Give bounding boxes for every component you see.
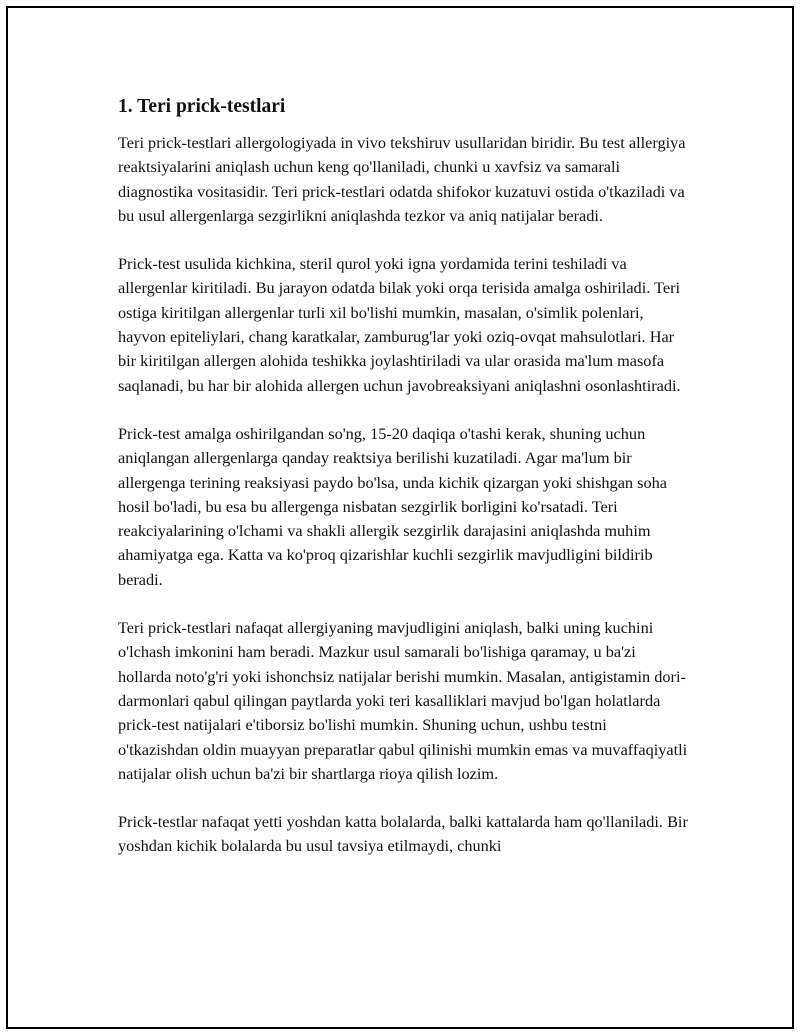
section-heading: 1. Teri prick-testlari	[118, 96, 286, 117]
paragraph-2: Prick-test usulida kichkina, steril qurol yoki igna yordamida terini teshiladi va allergenlar kiritiladi. Bu jarayon odatda bilak yoki orqa terisida amalga oshiriladi. Teri ostiga kiritilgan allergenlar turli xil bo'lishi mumkin, masalan, o'simlik polenlari, hayvon epiteliylari, chang karatkalar, zamburug'lar yoki oziq-ovqat mahsulotlari. Har bir kiritilgan allergen alohida teshikka joylashtiriladi va ular orasida ma'lum masofa saqlanadi, bu har bir alohida allergen uchun javobreaksiyani aniqlashni osonlashtiradi.	[118, 254, 681, 395]
paragraph-4: Teri prick-testlari nafaqat allergiyaning mavjudligini aniqlash, balki uning kuchini o'lchash imkonini ham beradi. Mazkur usul samarali bo'lishiga qaramay, u ba'zi hollarda noto'g'ri yoki ishonchsiz natijalar berishi mumkin. Masalan, antigistamin dori-darmonlari qabul qilingan paytlarda yoki teri kasalliklari mavjud bo'lgan holatlarda prick-test natijalari e'tiborsiz bo'lishi mumkin. Shuning uchun, ushbu testni o'tkazishdan oldin muayyan preparatlar qabul qilinishi mumkin emas va muvaffaqiyatli natijalar olish uchun ba'zi bir shartlarga rioya qilish lozim.	[118, 618, 688, 783]
document-body	[118, 94, 688, 883]
paragraph-1: Teri prick-testlari allergologiyada in vivo tekshiruv usullaridan biridir. Bu test allergiya reaktsiyalarini aniqlash uchun keng qo'llaniladi, chunki u xavfsiz va samarali diagnostika vositasidir. Teri prick-testlari odatda shifokor kuzatuvi ostida o'tkaziladi va bu usul allergenlarga sezgirlikni aniqlashda tezkor va aniq natijalar beradi.	[118, 133, 686, 225]
paragraph-5: Prick-testlar nafaqat yetti yoshdan katta bolalarda, balki kattalarda ham qo'llaniladi. Bir yoshdan kichik bolalarda bu usul tavsiya etilmaydi, chunki	[118, 812, 688, 856]
paragraph-3: Prick-test amalga oshirilgandan so'ng, 15-20 daqiqa o'tashi kerak, shuning uchun aniqlangan allergenlarga qanday reaktsiya berilishi kuzatiladi. Agar ma'lum bir allergenga terining reaksiyasi paydo bo'lsa, unda kichik qizargan yoki shishgan soha hosil bo'ladi, bu esa bu allergenga nisbatan sezgirlik borligini ko'rsatadi. Teri reakciyalarining o'lchami va shakli allergik sezgirlik darajasini aniqlashda muhim ahamiyatga ega. Katta va ko'proq qizarishlar kuchli sezgirlik mavjudligini bildirib beradi.	[118, 423, 667, 589]
